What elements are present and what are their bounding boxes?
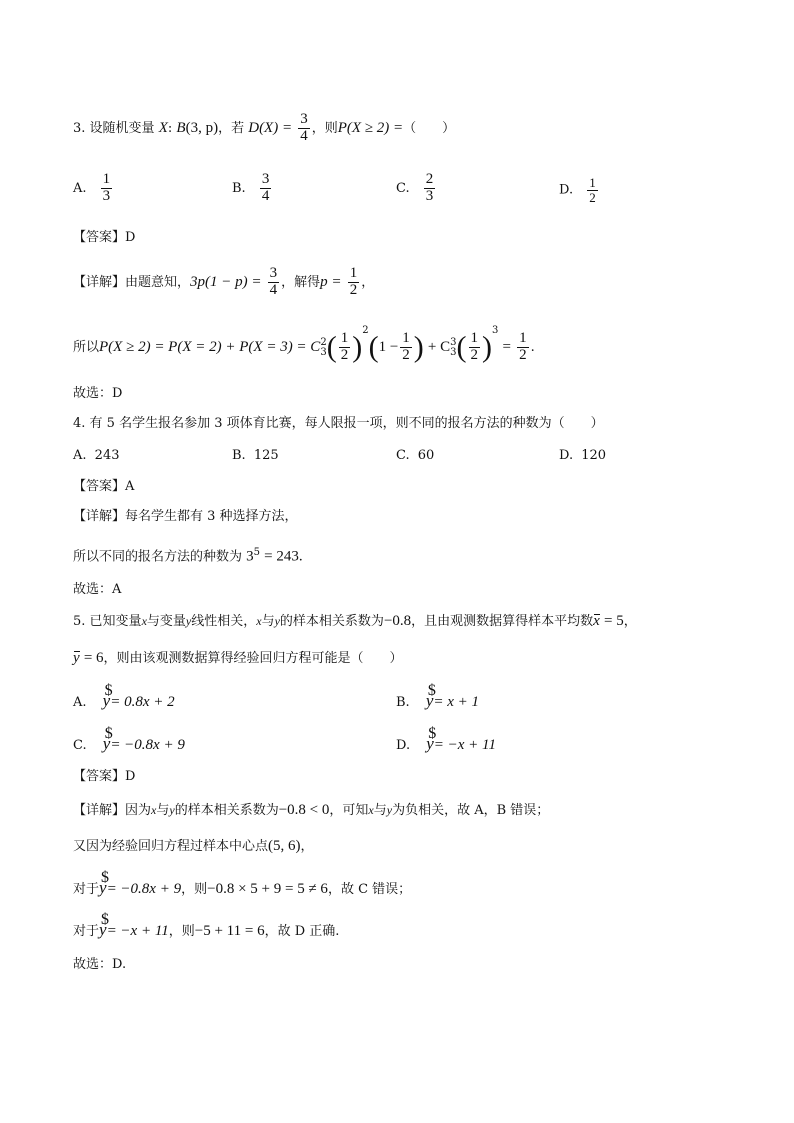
stem-text: ，则由该观测数据算得经验回归方程可能是（ ）	[103, 651, 403, 666]
q5-stem-2	[73, 651, 403, 666]
detail-text: 与	[156, 803, 170, 818]
frac-den: 4	[269, 281, 278, 298]
answer-label: 【答案】	[73, 230, 126, 245]
option-label: C.	[73, 738, 87, 753]
q4-option-a	[73, 449, 120, 462]
var-x: x	[256, 614, 262, 628]
x-bar-value: = 5	[603, 613, 624, 629]
q3-option-c	[396, 172, 437, 205]
comb-sub: 3	[320, 346, 327, 358]
q3-stem	[73, 112, 455, 145]
paren-close: )	[352, 330, 363, 364]
comb-sub: 3	[450, 346, 457, 358]
option-value: 60	[417, 448, 435, 463]
detail-text: 对于	[73, 924, 100, 939]
detail-math: = −x + 11	[106, 923, 169, 939]
q3-variance-fraction	[298, 112, 310, 145]
detail-text: 的样本相关系数为	[174, 803, 279, 818]
detail-text: 为负相关，故 A，B 错误；	[392, 803, 550, 818]
choose-value: A	[112, 582, 122, 597]
option-label: A.	[73, 448, 87, 463]
frac-num: 1	[589, 175, 596, 190]
power-base: 3	[246, 548, 254, 565]
var-y: y	[185, 614, 192, 628]
detail-text: 因为	[125, 803, 152, 818]
q5-detail-4	[73, 921, 339, 939]
detail-math: −0.8 × 5 + 9 = 5 ≠ 6	[207, 881, 328, 897]
q4-answer	[73, 480, 134, 493]
stem-text: ，且由观测数据算得样本平均数	[411, 614, 594, 629]
comb-sup: 2	[320, 336, 327, 348]
q3-detail-2	[73, 326, 535, 364]
q3-text-c: ，则	[311, 120, 338, 136]
detail-label: 【详解】	[73, 509, 126, 524]
option-label: D.	[559, 182, 574, 198]
frac-den: 2	[589, 189, 596, 205]
exponent: 2	[362, 325, 369, 336]
paren-open: (	[326, 330, 337, 364]
q3-frac-den: 4	[300, 127, 308, 144]
q3-half-1	[339, 331, 351, 364]
q3-option-b	[232, 172, 273, 205]
q3-p-fraction	[348, 266, 360, 299]
detail-text: ，故 C 错误；	[327, 882, 412, 897]
option-expression: = 0.8x + 2	[110, 694, 175, 710]
q4-choose	[73, 583, 121, 596]
choose-label: 故选：	[73, 957, 113, 972]
q3-eq1-fraction	[268, 266, 280, 299]
y-hat: $ y	[99, 879, 107, 896]
q5-detail-1	[73, 803, 549, 818]
q5-detail-3	[73, 879, 411, 897]
option-label: D.	[396, 738, 411, 753]
power-result: = 243.	[264, 548, 303, 565]
option-expression: = x + 1	[433, 694, 480, 710]
q4-stem-text: 4. 有 5 名学生报名参加 3 项体育比赛，每人限报一项，则不同的报名方法的种数为（ ）	[73, 416, 604, 431]
option-fraction	[587, 176, 598, 204]
answer-value: D	[125, 769, 136, 784]
q3-option-d	[559, 176, 600, 204]
q5-option-a	[73, 692, 175, 710]
frac-num: 1	[402, 330, 410, 347]
y-hat: $ y	[426, 692, 434, 709]
q5-answer	[73, 770, 135, 783]
stem-text: 已知变量	[89, 614, 142, 629]
detail-label: 【详解】	[73, 803, 126, 818]
frac-den: 2	[340, 347, 349, 363]
detail-text: 与	[373, 803, 387, 818]
q4-option-c	[396, 449, 434, 462]
detail-text: 所以	[73, 340, 100, 355]
detail-text: ，故 D 正确.	[264, 924, 340, 939]
detail-text: ，则	[181, 882, 208, 897]
paren-close: )	[413, 330, 424, 364]
detail-math: −0.8 < 0	[278, 802, 330, 818]
q5-option-c	[73, 735, 185, 753]
var-y: y	[169, 803, 175, 817]
detail-text: 由题意知，	[125, 274, 191, 290]
detail-text: 又因为经验回归方程过样本中心点	[73, 839, 269, 854]
y-bar: y	[73, 650, 80, 666]
frac-num: 1	[349, 265, 358, 281]
frac-num: 2	[425, 171, 434, 187]
q4-stem	[73, 417, 604, 430]
q3-half-2	[400, 331, 412, 364]
detail-text: ，可知	[329, 803, 369, 818]
option-expression: = −0.8x + 9	[110, 737, 185, 753]
choose-label: 故选：	[73, 582, 113, 597]
q5-choose	[73, 958, 126, 971]
q5-stem-1	[73, 614, 637, 629]
var-y: y	[274, 614, 280, 628]
q5-option-d	[396, 735, 496, 753]
choose-value: D.	[112, 957, 127, 972]
comma: ，	[623, 614, 637, 629]
answer-value: D	[125, 230, 136, 245]
center-point: (5, 6)	[268, 838, 301, 854]
frac-den: 2	[519, 347, 527, 363]
option-fraction	[101, 172, 113, 205]
frac-den: 2	[470, 347, 479, 363]
frac-num: 1	[102, 171, 111, 187]
frac-num: 1	[519, 330, 527, 347]
detail-math: = −0.8x + 9	[106, 881, 182, 897]
q3-half-3	[469, 331, 481, 364]
q3-p-eq: p =	[320, 273, 342, 290]
stem-text: 与	[261, 614, 275, 629]
option-label: B.	[232, 180, 246, 196]
stem-text: 与变量	[146, 614, 186, 629]
q4-detail-2	[73, 548, 303, 564]
correlation-value: −0.8	[383, 613, 412, 629]
comb-sup: 3	[450, 336, 457, 348]
q3-option-a	[73, 172, 114, 205]
y-hat: $ y	[426, 735, 434, 752]
choose-label: 故选：	[73, 386, 113, 401]
q3-result	[517, 331, 529, 364]
frac-num: 1	[470, 330, 479, 347]
power-exponent: 5	[253, 547, 261, 558]
option-label: A.	[73, 180, 87, 196]
q3-probability: P(X ≥ 2) =	[337, 119, 404, 136]
q3-equation-1: 3p(1 − p) =	[190, 273, 262, 290]
detail-label: 【详解】	[73, 274, 126, 290]
q3-frac-num: 3	[300, 111, 308, 127]
q5-number: 5.	[73, 614, 86, 629]
stem-text: 线性相关，	[191, 614, 257, 629]
frac-den: 4	[261, 187, 270, 204]
frac-den: 3	[102, 187, 111, 204]
option-label: C.	[396, 448, 410, 463]
q3-var-x: X	[158, 119, 168, 136]
frac-den: 2	[402, 347, 410, 363]
answer-label: 【答案】	[73, 769, 126, 784]
frac-den: 3	[425, 187, 434, 204]
option-value: 243	[94, 448, 120, 463]
q3-binom-args: (3, p)	[185, 119, 219, 136]
answer-label: 【答案】	[73, 479, 126, 494]
option-label: C.	[396, 180, 410, 196]
detail-text: 每名学生都有 3 种选择方法，	[125, 509, 298, 524]
var-y: y	[386, 803, 393, 817]
frac-num: 3	[269, 265, 278, 281]
var-x: x	[151, 803, 157, 817]
option-label: B.	[396, 695, 410, 710]
q4-detail-1	[73, 510, 298, 523]
detail-text: ，解得	[281, 274, 321, 290]
detail-math: −5 + 11 = 6	[194, 923, 265, 939]
option-fraction	[260, 172, 272, 205]
one-minus: 1 −	[378, 339, 399, 355]
q3-text: 设随机变量	[89, 120, 155, 136]
q5-detail-2	[73, 839, 314, 854]
q3-choose	[73, 387, 122, 400]
choose-value: D	[112, 386, 123, 401]
q4-option-b	[232, 449, 279, 462]
option-label: B.	[232, 448, 246, 463]
q4-option-d	[559, 449, 606, 462]
var-x: x	[368, 803, 374, 817]
var-x: x	[141, 614, 147, 628]
q3-number: 3.	[73, 120, 86, 136]
frac-den: 2	[349, 281, 358, 298]
option-expression: = −x + 11	[433, 737, 496, 753]
period: .	[530, 340, 535, 355]
answer-value: A	[125, 479, 135, 494]
y-hat: $ y	[103, 692, 111, 709]
option-label: A.	[73, 695, 87, 710]
q3-blank: （ ）	[403, 120, 456, 136]
plus-c: + C	[427, 339, 451, 355]
q3-colon: :	[167, 120, 173, 136]
detail-text: 所以不同的报名方法的种数为	[73, 549, 243, 565]
option-value: 120	[581, 448, 607, 463]
exponent: 3	[492, 325, 499, 336]
y-hat: $ y	[99, 921, 107, 938]
stem-text: 的样本相关系数为	[279, 614, 384, 629]
detail-text: ，则	[168, 924, 195, 939]
option-label: D.	[559, 448, 574, 463]
detail-text: 对于	[73, 882, 100, 897]
x-bar: x	[593, 613, 600, 629]
q3-binom: B	[176, 119, 186, 136]
y-hat: $ y	[103, 735, 111, 752]
y-bar-value: = 6	[83, 650, 104, 666]
option-value: 125	[253, 448, 279, 463]
paren-open: (	[368, 330, 379, 364]
comma: ，	[361, 274, 375, 290]
frac-num: 1	[340, 330, 349, 347]
option-fraction	[424, 172, 436, 205]
detail-text: ，	[300, 839, 314, 854]
frac-num: 3	[261, 171, 270, 187]
equals: =	[502, 339, 511, 355]
paren-close: )	[482, 330, 493, 364]
q3-text-b: ，若	[218, 120, 245, 136]
q3-variance: D(X) =	[248, 119, 293, 136]
q3-equation-2: P(X ≥ 2) = P(X = 2) + P(X = 3) = C	[99, 339, 321, 355]
paren-open: (	[456, 330, 467, 364]
q3-detail-1	[73, 266, 374, 299]
q3-answer	[73, 231, 135, 244]
q5-option-b	[396, 692, 479, 710]
